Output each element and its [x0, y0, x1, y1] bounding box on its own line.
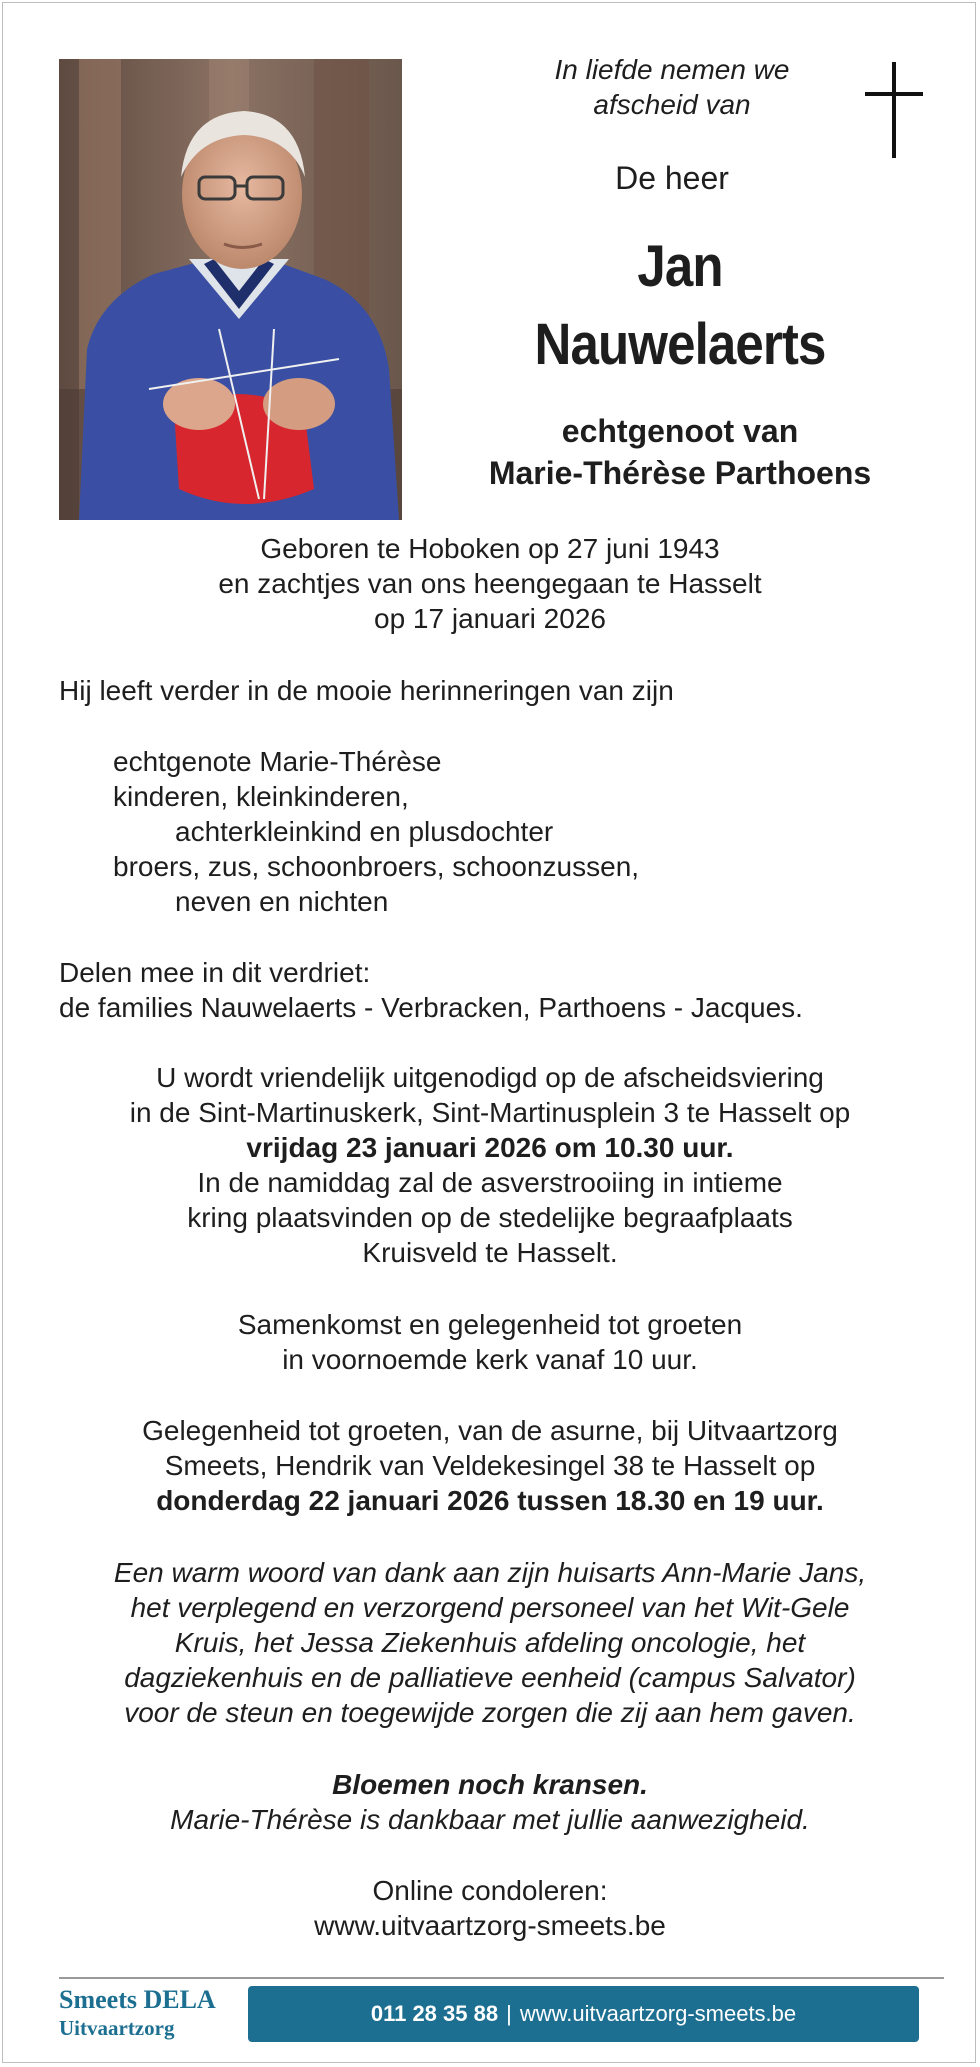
thanks-line: Kruis, het Jessa Ziekenhuis afdeling oncologie, het [174, 1627, 806, 1658]
birth-line: en zachtjes van ons heengegaan te Hasselt [218, 568, 762, 599]
online-condolence [59, 1873, 921, 1943]
thanks-text [59, 1555, 921, 1730]
birth-info [59, 531, 921, 636]
gathering-line: Samenkomst en gelegenheid tot groeten [237, 1309, 743, 1340]
ceremony-line: kring plaatsvinden op de stedelijke begraafplaats [187, 1202, 793, 1233]
first-name: Jan [637, 234, 723, 299]
families-line: de families Nauwelaerts - Verbracken, Parthoens - Jacques. [59, 992, 803, 1023]
title-prefix: De heer [615, 160, 729, 196]
logo-line-1: Smeets DELA [59, 1985, 216, 2014]
deceased-name [469, 228, 891, 384]
family-line: achterkleinkind en plusdochter [175, 816, 554, 847]
family-line: broers, zus, schoonbroers, schoonzussen, [113, 851, 640, 882]
visitation-line: Smeets, Hendrik van Veldekesingel 38 te Hasselt op [164, 1450, 816, 1481]
intro-line: In liefde nemen we [554, 54, 790, 85]
gathering-info [59, 1307, 921, 1377]
ceremony-line: U wordt vriendelijk uitgenodigd op de afscheidsviering [156, 1062, 824, 1093]
visitation-info [59, 1413, 921, 1518]
thanks-line: het verplegend en verzorgend personeel van het Wit-Gele [130, 1592, 850, 1623]
family-list [59, 744, 921, 919]
thanks-line: Een warm woord van dank aan zijn huisarts Ann-Marie Jans, [113, 1557, 867, 1588]
family-line: echtgenote Marie-Thérèse [113, 746, 442, 777]
banner-separator: | [506, 2001, 512, 2026]
flowers-heading: Bloemen noch kransen. [332, 1769, 648, 1800]
families-share [59, 955, 921, 1025]
ceremony-line: in de Sint-Martinuskerk, Sint-Martinusplein 3 te Hasselt op [129, 1097, 851, 1128]
phone-number[interactable]: 011 28 35 88 [370, 2001, 499, 2026]
logo-line-2: Uitvaartzorg [59, 2016, 175, 2040]
contact-banner [248, 1986, 919, 2042]
thanks-line: voor de steun en toegewijde zorgen die zij aan hem gaven. [124, 1697, 856, 1728]
birth-line: Geboren te Hoboken op 27 juni 1943 [260, 533, 720, 564]
intro-text [470, 52, 874, 122]
visitation-line: Gelegenheid tot groeten, van de asurne, bij Uitvaartzorg [142, 1415, 838, 1446]
spouse-line: Marie-Thérèse Parthoens [488, 455, 872, 491]
online-label: Online condoleren: [372, 1875, 608, 1906]
visitation-date: donderdag 22 januari 2026 tussen 18.30 en 19 uur. [156, 1485, 824, 1516]
ceremony-line: Kruisveld te Hasselt. [362, 1237, 618, 1268]
family-line: neven en nichten [175, 886, 389, 917]
spouse-line: echtgenoot van [561, 413, 799, 449]
flowers-note [59, 1767, 921, 1837]
gathering-line: in voornoemde kerk vanaf 10 uur. [282, 1344, 698, 1375]
families-line: Delen mee in dit verdriet: [59, 957, 371, 988]
memories-intro: Hij leeft verder in de mooie herinneringen van zijn [59, 675, 674, 706]
ceremony-info [59, 1060, 921, 1270]
ceremony-line: In de namiddag zal de asverstrooiing in intieme [197, 1167, 783, 1198]
flowers-text: Marie-Thérèse is dankbaar met jullie aanwezigheid. [170, 1804, 810, 1835]
portrait-photo [59, 59, 402, 520]
spouse-info [430, 410, 930, 494]
online-url-link[interactable]: www.uitvaartzorg-smeets.be [314, 1910, 666, 1941]
footer-divider [59, 1977, 944, 1979]
thanks-line: dagziekenhuis en de palliatieve eenheid (campus Salvator) [124, 1662, 856, 1693]
last-name: Nauwelaerts [534, 312, 826, 377]
intro-line: afscheid van [593, 89, 751, 120]
birth-line: op 17 januari 2026 [374, 603, 606, 634]
family-line: kinderen, kleinkinderen, [113, 781, 409, 812]
ceremony-date: vrijdag 23 januari 2026 om 10.30 uur. [246, 1132, 734, 1163]
website-link[interactable]: www.uitvaartzorg-smeets.be [519, 2001, 797, 2026]
brand-logo [59, 1985, 249, 2045]
